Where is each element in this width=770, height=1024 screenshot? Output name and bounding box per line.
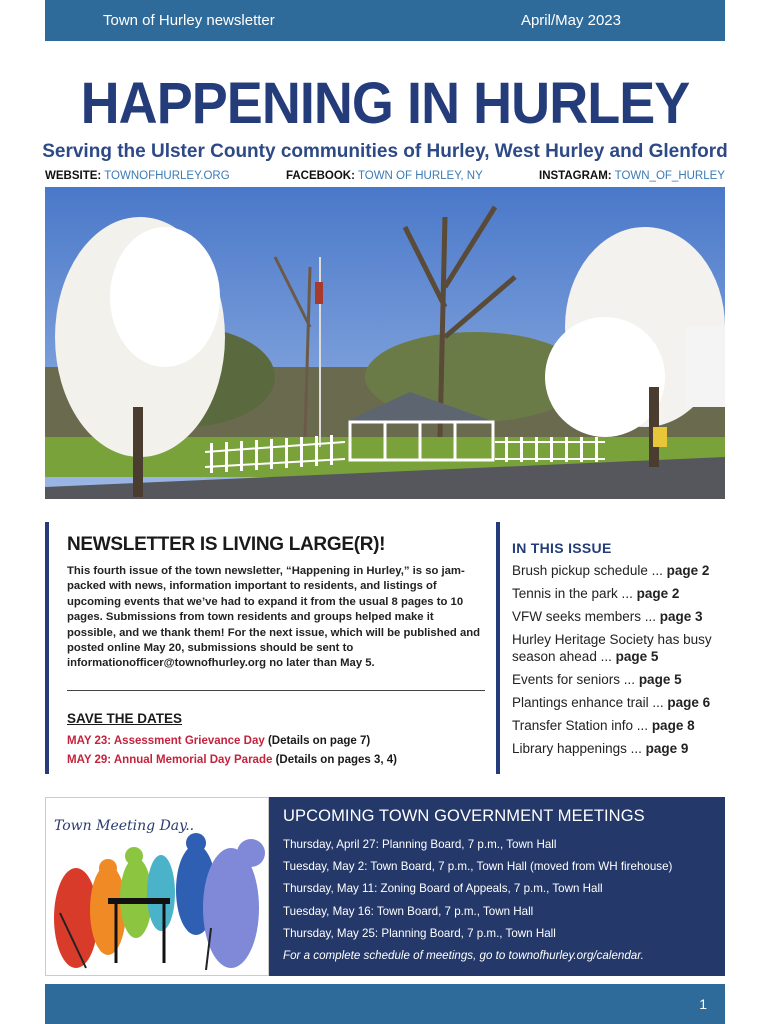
issue-date: April/May 2023 [520, 12, 621, 29]
meeting-item: Thursday, May 11: Zoning Board of Appeals, 7 p.m., Town Hall [283, 882, 603, 896]
header-bar [45, 0, 725, 41]
illustration-caption: Town Meeting Day.. [54, 818, 195, 834]
save-dates-title: SAVE THE DATES [67, 710, 183, 726]
instagram-link[interactable]: INSTAGRAM: TOWN_OF_HURLEY [539, 170, 725, 182]
divider [67, 690, 485, 691]
meetings-title: UPCOMING TOWN GOVERNMENT MEETINGS [283, 807, 645, 825]
page-number: 1 [699, 996, 707, 1012]
meeting-illustration [45, 797, 269, 976]
website-link[interactable]: WEBSITE: TOWNOFHURLEY.ORG [45, 170, 230, 182]
meeting-item: Thursday, April 27: Planning Board, 7 p.m., Town Hall [283, 838, 557, 851]
social-links [45, 170, 725, 182]
meetings-note[interactable]: For a complete schedule of meetings, go to townofhurley.org/calendar. [283, 949, 644, 963]
toc-item[interactable]: Events for seniors ... page 5 [512, 672, 682, 687]
toc-item[interactable]: Brush pickup schedule ... page 2 [512, 563, 710, 578]
masthead-title: HAPPENING IN HURLEY [80, 71, 690, 136]
masthead-subtitle: Serving the Ulster County communities of Hurley, West Hurley and Glenford [42, 141, 728, 162]
meeting-item: Tuesday, May 2: Town Board, 7 p.m., Town Hall (moved from WH firehouse) [283, 860, 673, 874]
feature-body: This fourth issue of the town newsletter, “Happening in Hurley,” is so jam-packed with news, information important to residents, and listings of upcoming events that we’ve had to expand it from the usual 8 pages to 10 pages. Submissions from town residents and groups helped make it possible, and we thank them! For the next issue, which will be published and posted online May 20, submissions should be sent to informationofficer@townofhurley.org no later than May 5. [67, 565, 481, 670]
meetings-section [45, 797, 725, 976]
toc-item[interactable]: Tennis in the park ... page 2 [512, 586, 680, 601]
toc-item[interactable]: Hurley Heritage Society has busy season ahead ... page 5 [512, 632, 712, 664]
hero-photo [45, 187, 725, 499]
facebook-link[interactable]: FACEBOOK: TOWN OF HURLEY, NY [285, 170, 483, 182]
toc-item[interactable]: VFW seeks members ... page 3 [512, 609, 703, 624]
meeting-item: Tuesday, May 16: Town Board, 7 p.m., Town Hall [283, 904, 534, 918]
toc-item[interactable]: Plantings enhance trail ... page 6 [512, 695, 711, 710]
toc-list [512, 562, 726, 757]
in-this-issue [496, 522, 726, 774]
feature-column [45, 522, 485, 774]
feature-title: NEWSLETTER IS LIVING LARGE(R)! [67, 534, 386, 555]
save-date-item: MAY 29: Annual Memorial Day Parade (Details on pages 3, 4) [67, 753, 397, 766]
meeting-item: Thursday, May 25: Planning Board, 7 p.m., Town Hall [283, 926, 556, 940]
save-dates-list [67, 732, 485, 770]
in-this-issue-title: IN THIS ISSUE [512, 540, 612, 556]
meetings-panel [269, 797, 725, 976]
newsletter-name: Town of Hurley newsletter [103, 12, 275, 29]
toc-item[interactable]: Transfer Station info ... page 8 [512, 718, 695, 733]
toc-item[interactable]: Library happenings ... page 9 [512, 741, 689, 756]
footer-bar [45, 984, 725, 1024]
save-date-item: MAY 23: Assessment Grievance Day (Details on page 7) [67, 734, 371, 747]
